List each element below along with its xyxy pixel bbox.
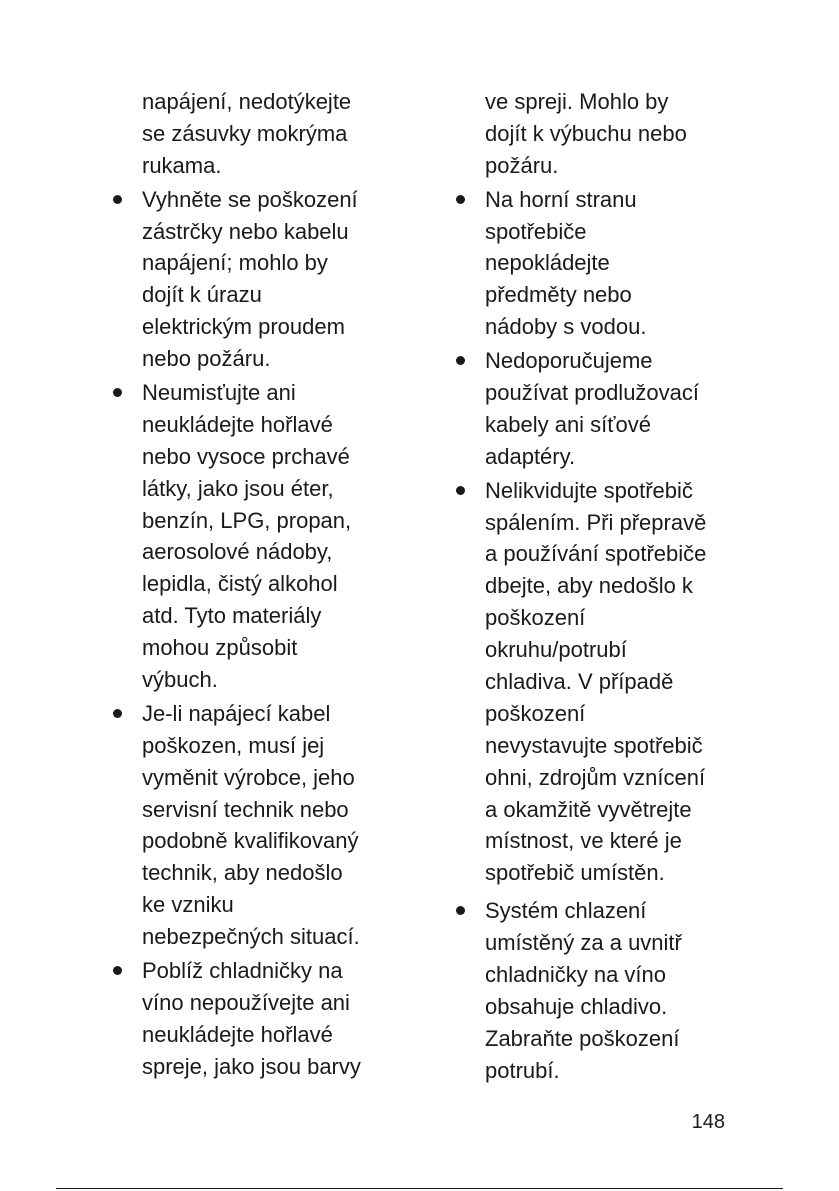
- bullet-icon: [456, 906, 465, 915]
- text-line: ve spreji. Mohlo by: [485, 89, 669, 114]
- text-line: Poblíž chladničky na: [142, 958, 343, 984]
- text-line: nepokládejte: [485, 250, 610, 276]
- text-line: Neumisťujte ani: [142, 380, 296, 406]
- text-line: spotřebiče: [485, 218, 587, 244]
- text-line: umístěný za a uvnitř: [485, 930, 682, 956]
- text-line: mohou způsobit: [142, 635, 298, 661]
- text-line: předměty nebo: [485, 282, 632, 308]
- text-line: nebo požáru.: [142, 346, 271, 372]
- text-line: okruhu/potrubí: [485, 637, 627, 663]
- text-line: atd. Tyto materiály: [142, 603, 322, 629]
- text-line: výbuch.: [142, 667, 218, 693]
- text-line: Je-li napájecí kabel: [142, 700, 331, 726]
- text-line: aerosolové nádoby,: [142, 539, 333, 565]
- text-line: napájení, nedotýkejte: [142, 89, 352, 114]
- list-item: [485, 895, 735, 1086]
- text-line: Nelikvidujte spotřebič: [485, 477, 693, 503]
- text-line: elektrickým proudem: [142, 314, 345, 340]
- text-line: zástrčky nebo kabelu: [142, 218, 349, 244]
- text-line: napájení; mohlo by: [142, 250, 328, 276]
- list-item: [485, 345, 735, 473]
- bullet-icon: [113, 388, 122, 397]
- bullet-icon: [456, 486, 465, 495]
- text-line: nádoby s vodou.: [485, 314, 647, 340]
- text-line: servisní technik nebo: [142, 796, 349, 822]
- text-line: chladiva. V případě: [485, 669, 674, 695]
- continued-text: [142, 86, 392, 182]
- text-line: Systém chlazení: [485, 898, 647, 924]
- text-line: Na horní stranu: [485, 186, 637, 212]
- text-line: neukládejte hořlavé: [142, 411, 333, 437]
- text-line: vyměnit výrobce, jeho: [142, 764, 355, 790]
- text-line: neukládejte hořlavé: [142, 1021, 333, 1047]
- bullet-icon: [113, 709, 122, 718]
- left-column: [142, 86, 392, 1083]
- text-line: Zabraňte poškození: [485, 1025, 680, 1051]
- list-item: [142, 698, 392, 953]
- list-item: [485, 184, 735, 343]
- text-line: benzín, LPG, propan,: [142, 507, 352, 533]
- text-line: obsahuje chladivo.: [485, 993, 668, 1019]
- list-item: [485, 475, 735, 890]
- text-line: poškození: [485, 605, 586, 631]
- text-line: technik, aby nedošlo: [142, 860, 343, 886]
- text-line: ke vzniku: [142, 892, 234, 918]
- text-line: spotřebič umístěn.: [485, 860, 665, 886]
- footer-divider: [56, 1188, 783, 1189]
- text-line: Vyhněte se poškození: [142, 186, 358, 212]
- continued-text: [485, 86, 735, 182]
- text-line: místnost, ve které je: [485, 828, 682, 854]
- text-line: lepidla, čistý alkohol: [142, 571, 338, 597]
- text-line: dojít k úrazu: [142, 282, 262, 308]
- text-line: dojít k výbuchu nebo: [485, 120, 687, 146]
- text-line: podobně kvalifikovaný: [142, 828, 359, 854]
- text-line: kabely ani síťové: [485, 411, 652, 437]
- text-line: požáru.: [485, 152, 559, 178]
- list-item: [142, 184, 392, 375]
- bullet-icon: [456, 356, 465, 365]
- text-line: spreje, jako jsou barvy: [142, 1053, 361, 1079]
- text-line: se zásuvky mokrýma: [142, 120, 348, 146]
- text-line: dbejte, aby nedošlo k: [485, 573, 693, 599]
- bullet-icon: [456, 195, 465, 204]
- text-line: nevystavujte spotřebič: [485, 732, 703, 758]
- page-number: 148: [691, 1111, 725, 1133]
- text-line: ohni, zdrojům vznícení: [485, 764, 706, 790]
- text-line: potrubí.: [485, 1057, 560, 1083]
- text-line: poškození: [485, 700, 586, 726]
- text-line: nebezpečných situací.: [142, 924, 360, 950]
- text-line: používat prodlužovací: [485, 380, 700, 406]
- text-line: nebo vysoce prchavé: [142, 443, 350, 469]
- text-line: Nedoporučujeme: [485, 348, 653, 374]
- text-line: poškozen, musí jej: [142, 732, 325, 758]
- text-line: víno nepoužívejte ani: [142, 989, 350, 1015]
- text-line: adaptéry.: [485, 443, 576, 469]
- list-item: [142, 955, 392, 1083]
- bullet-icon: [113, 966, 122, 975]
- text-line: spálením. Při přepravě: [485, 509, 707, 535]
- text-line: a používání spotřebiče: [485, 541, 707, 567]
- right-column: [485, 86, 735, 1087]
- text-line: chladničky na víno: [485, 962, 666, 988]
- text-line: a okamžitě vyvětrejte: [485, 796, 692, 822]
- bullet-icon: [113, 195, 122, 204]
- text-line: látky, jako jsou éter,: [142, 475, 334, 501]
- text-line: rukama.: [142, 152, 222, 178]
- list-item: [142, 377, 392, 696]
